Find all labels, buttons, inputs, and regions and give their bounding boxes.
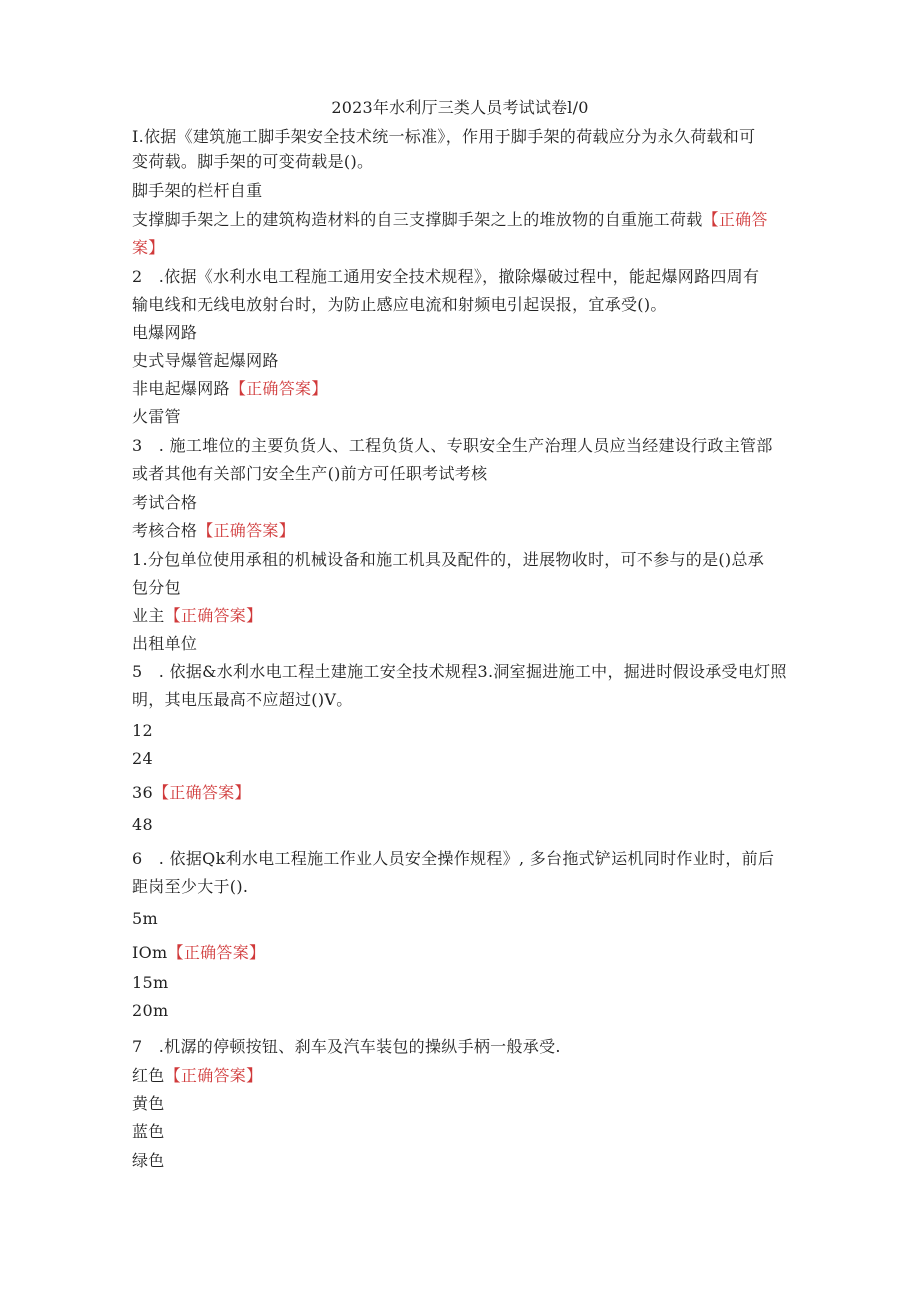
line-text: 5 . 依据&水利水电工程土建施工安全技术规程3.洞室掘进施工中，掘进时假设承受电灯照 <box>132 662 787 681</box>
line-text: 2 .依据《水利水电工程施工通用安全技术规程》，撤除爆破过程中，能起爆网路四周有 <box>132 267 760 286</box>
line-text: 距岗至少大于(). <box>132 877 249 896</box>
answer-line-continuation <box>132 237 802 259</box>
text-line <box>132 814 802 836</box>
correct-answer-tag: 【正确答案】 <box>229 379 328 398</box>
answer-line <box>132 209 802 231</box>
line-text: 12 <box>132 721 153 740</box>
text-line <box>132 689 802 711</box>
text-line <box>132 1036 802 1058</box>
line-text: 15m <box>132 973 169 992</box>
line-text: 业主 <box>132 606 165 625</box>
correct-answer-tag: 案】 <box>132 238 165 257</box>
line-text: 考试合格 <box>132 493 198 512</box>
text-line <box>132 748 802 770</box>
line-text: 支撑脚手架之上的建筑构造材料的自三支撑脚手架之上的堆放物的自重施工荷载 <box>132 210 703 229</box>
text-line <box>132 180 802 202</box>
correct-answer-tag: 【正确答 <box>702 210 768 229</box>
line-text: 5m <box>132 909 158 928</box>
line-text: 6 . 依据Qk利水电工程施工作业人员安全操作规程》, 多台拖式铲运机同时作业时，前后 <box>132 849 775 868</box>
text-line <box>132 463 802 485</box>
text-line <box>132 661 802 683</box>
correct-answer-tag: 【正确答案】 <box>152 783 251 802</box>
answer-line <box>132 605 802 627</box>
line-text: I.依据《建筑施工脚手架安全技术统一标准》，作用于脚手架的荷载应分为永久荷载和可 <box>132 127 756 146</box>
line-text: 包分包 <box>132 578 181 597</box>
correct-answer-tag: 【正确答案】 <box>197 521 296 540</box>
line-text: 明，其电压最高不应超过()V。 <box>132 690 353 709</box>
text-line <box>132 633 802 655</box>
line-text: 考核合格 <box>132 521 198 540</box>
line-text: 电爆网路 <box>132 323 198 342</box>
line-text: 24 <box>132 749 153 768</box>
line-text: 3 . 施工堆位的主要负货人、工程负货人、专职安全生产治理人员应当经建设行政主管部 <box>132 436 773 455</box>
text-line <box>132 322 802 344</box>
line-text: 绿色 <box>132 1151 165 1170</box>
text-line <box>132 435 802 457</box>
answer-line <box>132 942 802 964</box>
line-text: 7 .机潺的停顿按钮、刹车及汽车装包的操纵手柄一般承受. <box>132 1037 561 1056</box>
line-text: 蓝色 <box>132 1122 165 1141</box>
line-text: IOm <box>132 943 168 962</box>
correct-answer-tag: 【正确答案】 <box>164 1066 263 1085</box>
text-line <box>132 1121 802 1143</box>
line-text: 20m <box>132 1001 169 1020</box>
line-text: 48 <box>132 815 153 834</box>
text-line <box>132 294 802 316</box>
answer-line <box>132 520 802 542</box>
text-line <box>132 720 802 742</box>
line-text: 火雷管 <box>132 407 181 426</box>
text-line <box>132 1150 802 1172</box>
text-line <box>132 350 802 372</box>
line-text: 非电起爆网路 <box>132 379 230 398</box>
text-line <box>132 848 802 870</box>
text-line <box>132 876 802 898</box>
line-text: 黄色 <box>132 1094 165 1113</box>
line-text: 1.分包单位使用承租的机械设备和施工机具及配件的，进展物收时，可不参与的是()总承 <box>132 550 765 569</box>
line-text: 输电线和无线电放射台时，为防止感应电流和射频电引起误报，宜承受()。 <box>132 295 667 314</box>
text-line <box>132 549 802 571</box>
correct-answer-tag: 【正确答案】 <box>164 606 263 625</box>
line-text: 36 <box>132 783 153 802</box>
text-line <box>132 406 802 428</box>
line-text: 脚手架的栏杆自重 <box>132 181 263 200</box>
text-line <box>132 972 802 994</box>
text-line <box>132 492 802 514</box>
line-text: 或者其他有关部门安全生产()前方可任职考试考核 <box>132 464 488 483</box>
correct-answer-tag: 【正确答案】 <box>167 943 266 962</box>
text-line <box>132 1000 802 1022</box>
text-line <box>132 266 802 288</box>
text-line <box>132 151 802 173</box>
answer-line <box>132 1065 802 1087</box>
document-title: 2023年水利厅三类人员考试试卷l/0 <box>331 98 589 117</box>
answer-line <box>132 782 802 804</box>
line-text: 史式导爆管起爆网路 <box>132 351 279 370</box>
text-line <box>132 577 802 599</box>
answer-line <box>132 378 802 400</box>
line-text: 变荷载。脚手架的可变荷载是()。 <box>132 152 374 171</box>
line-text: 出租单位 <box>132 634 198 653</box>
text-line <box>132 126 802 148</box>
line-text: 红色 <box>132 1066 165 1085</box>
text-line <box>132 1093 802 1115</box>
text-line <box>132 908 802 930</box>
